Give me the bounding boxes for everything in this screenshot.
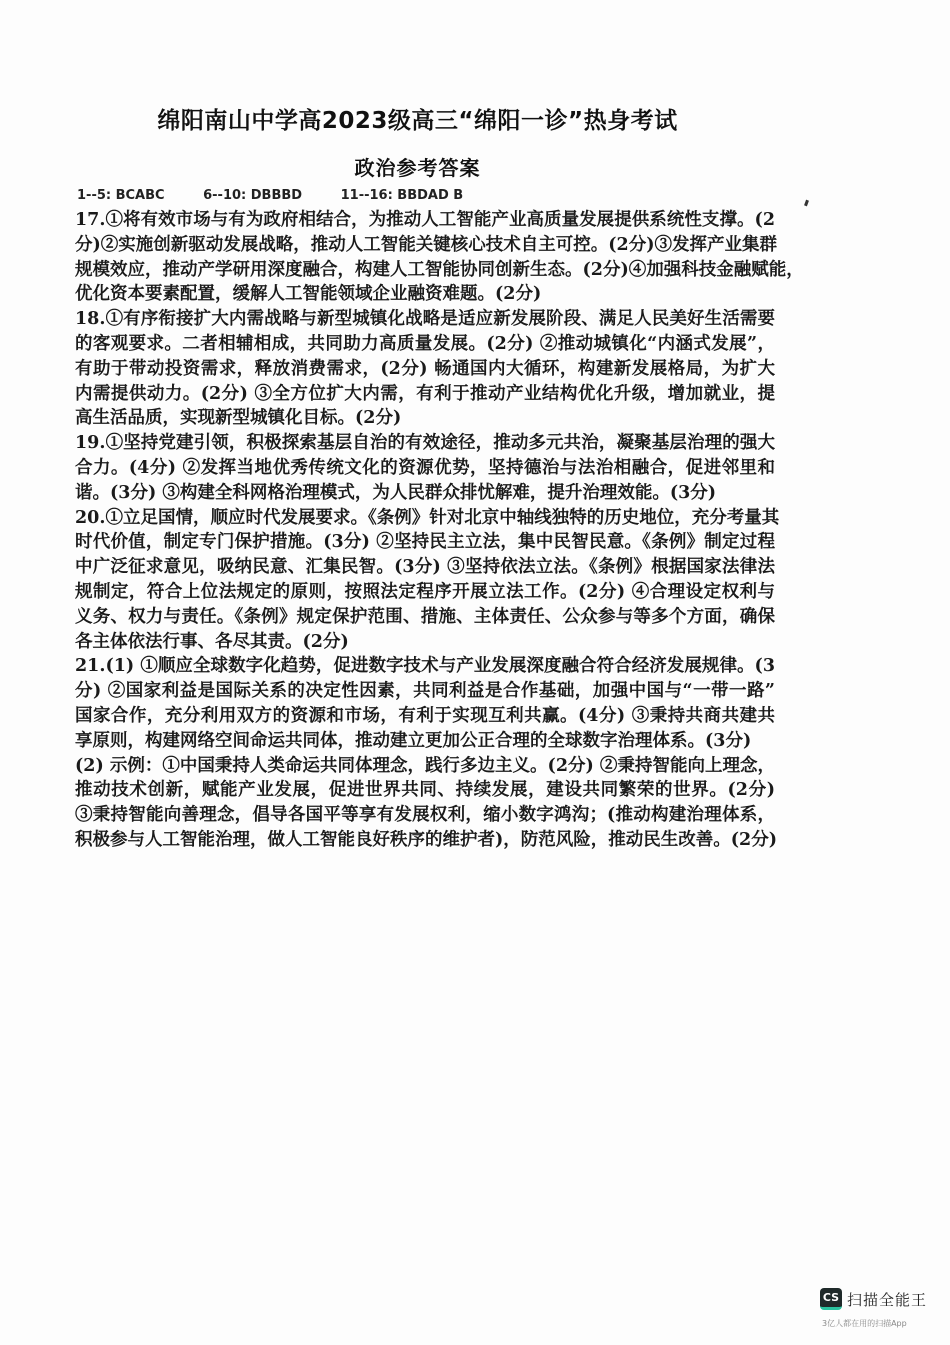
answer-line: 规模效应，推动产学研用深度融合，构建人工智能协同创新生态。(2分)④加强科技金融赋能，: [75, 259, 804, 280]
answer-line: 中广泛征求意见，吸纳民意、汇集民智。(3分) ③坚持依法立法。《条例》根据国家法律法: [75, 557, 775, 578]
answer-line: 的客观要求。二者相辅相成，共同助力高质量发展。(2分) ②推动城镇化“内涵式发展”，: [75, 333, 775, 354]
answer-line: 19.①坚持党建引领，积极探索基层自治的有效途径，推动多元共治，凝聚基层治理的强大: [75, 433, 775, 454]
answer-line: 分)②实施创新驱动发展战略，推动人工智能关键核心技术自主可控。(2分)③发挥产业集群: [75, 234, 778, 255]
mcq-answer-group: 11--16: BBDAD B: [340, 188, 464, 203]
answer-line: 分) ②国家利益是国际关系的决定性因素，共同利益是合作基础，加强中国与“一带一路”: [75, 681, 775, 702]
answer-line: 合力。(4分) ②发挥当地优秀传统文化的资源优势，坚持德治与法治相融合，促进邻里和: [75, 457, 775, 478]
mcq-answer-group: 6--10: DBBBD: [203, 188, 303, 203]
answer-line: 有助于带动投资需求，释放消费需求，(2分) 畅通国内大循环，构建新发展格局，为扩大: [75, 358, 775, 379]
answer-paragraph: [75, 307, 775, 431]
answer-line: ③秉持智能向善理念，倡导各国平等享有发展权利，缩小数字鸿沟；(推动构建治理体系，: [75, 805, 775, 826]
scan-speck: [804, 200, 809, 207]
answer-body: [75, 208, 804, 853]
answer-paragraph: [75, 654, 778, 852]
answer-line: 各主体依法行事、各尽其责。(2分): [75, 631, 349, 652]
answer-line: 内需提供动力。(2分) ③全方位扩大内需，有利于推动产业结构优化升级，增加就业，提: [75, 383, 775, 404]
answer-line: 时代价值，制定专门保护措施。(3分) ②坚持民主立法，集中民智民意。《条例》制定过程: [75, 532, 775, 553]
watermark-tagline: 3亿人都在用的扫描App: [822, 1319, 907, 1328]
scanner-watermark: [820, 1288, 927, 1310]
multiple-choice-answers: [77, 188, 497, 203]
watermark-name: 扫描全能王: [847, 1290, 928, 1309]
answer-line: 17.①将有效市场与有为政府相结合，为推动人工智能产业高质量发展提供系统性支撑。(2: [75, 210, 775, 230]
document-title: 绵阳南山中学高2023级高三“绵阳一诊”热身考试: [157, 108, 678, 134]
answer-line: 享原则，构建网络空间命运共同体，推动建立更加公正合理的全球数字治理体系。(3分): [75, 730, 752, 751]
answer-paragraph: [75, 208, 804, 307]
answer-paragraph: [75, 506, 780, 655]
answer-line: 优化资本要素配置，缓解人工智能领域企业融资难题。(2分): [75, 284, 542, 305]
mcq-answer-group: 1--5: BCABC: [77, 188, 165, 203]
answer-paragraph: [75, 431, 775, 505]
answer-line: 义务、权力与责任。《条例》规定保护范围、措施、主体责任、公众参与等多个方面，确保: [75, 606, 775, 627]
answer-line: 21.(1) ①顺应全球数字化趋势，促进数字技术与产业发展深度融合符合经济发展规律。(3: [75, 656, 775, 677]
answer-line: 谐。(3分) ③构建全科网格治理模式，为人民群众排忧解难，提升治理效能。(3分): [75, 482, 717, 503]
answer-line: 20.①立足国情，顺应时代发展要求。《条例》针对北京中轴线独特的历史地位，充分考量其: [75, 507, 780, 528]
answer-line: 18.①有序衔接扩大内需战略与新型城镇化战略是适应新发展阶段、满足人民美好生活需要: [75, 309, 775, 330]
answer-line: 国家合作，充分利用双方的资源和市场，有利于实现互利共赢。(4分) ③秉持共商共建共: [75, 705, 775, 726]
answer-line: 规制定，符合上位法规定的原则，按照法定程序开展立法工作。(2分) ④合理设定权利与: [75, 581, 775, 602]
answer-line: 积极参与人工智能治理，做人工智能良好秩序的维护者)，防范风险，推动民生改善。(2分): [75, 829, 778, 850]
document-subtitle: 政治参考答案: [354, 156, 481, 180]
camscanner-logo-icon: CS: [820, 1288, 842, 1310]
answer-line: 推动技术创新，赋能产业发展，促进世界共同、持续发展，建设共同繁荣的世界。(2分): [75, 780, 775, 801]
answer-line: 高生活品质，实现新型城镇化目标。(2分): [75, 408, 402, 429]
answer-line: (2) 示例：①中国秉持人类命运共同体理念，践行多边主义。(2分) ②秉持智能向上理念，: [75, 755, 775, 776]
